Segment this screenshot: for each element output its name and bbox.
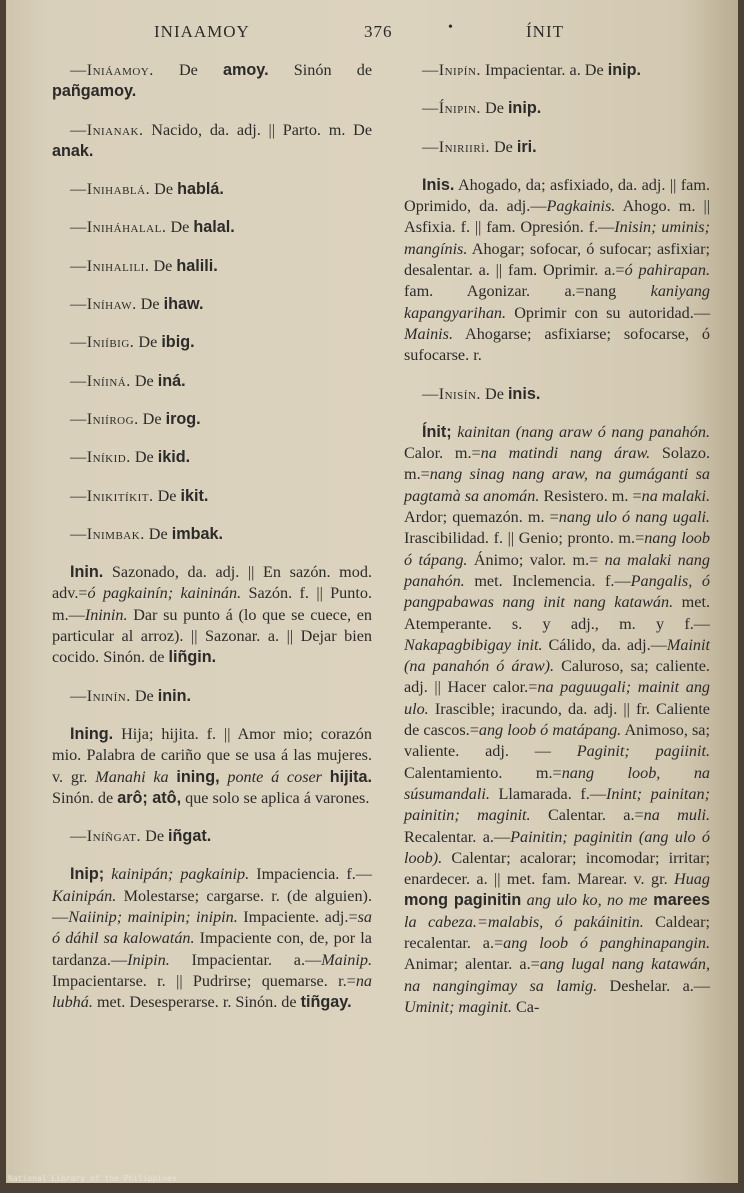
entry-inisin: —Inisín. De inis. — [422, 384, 541, 403]
cross-reference: inip. — [607, 61, 641, 79]
cross-reference: irog. — [165, 409, 201, 428]
header-dot: • — [448, 20, 454, 35]
sub-entry: —Inihalili. De halili. — [70, 256, 218, 275]
cross-reference: liñgin. — [168, 648, 217, 667]
cross-reference: hablá. — [177, 180, 224, 199]
headword: Inin. — [70, 563, 104, 582]
left-column — [52, 60, 372, 1031]
cross-reference: inin. — [157, 686, 192, 705]
running-header — [6, 18, 738, 48]
cross-reference: ihaw. — [163, 295, 204, 314]
headword: Inis. — [422, 175, 455, 194]
headword: Ining. — [70, 724, 114, 743]
cross-reference: halili. — [176, 256, 218, 275]
entry-iningat: —Iníñgat. De iñgat. — [70, 827, 212, 846]
cross-reference: imbak. — [171, 524, 224, 543]
entry-inipin-2: —Ínipin. De inip. — [422, 99, 542, 118]
headword: Inip; — [70, 865, 105, 884]
cross-reference: amoy. — [223, 61, 269, 79]
sub-entry: —Iníhaw. De ihaw. — [70, 295, 204, 314]
left-sub-entries — [52, 60, 372, 545]
cross-reference: halal. — [193, 218, 235, 237]
sub-entry: —Iniháhalal. De halal. — [70, 218, 235, 237]
entry-iniriiri: —Iniriirì. De iri. — [422, 137, 537, 156]
entry-inis: Inis. Ahogado, da; asfixiado, da. adj. || fam. Oprimido, da. adj.—Pagkainis. Ahogo. m. || Asfixia. f. || fam. Opresión. f.—Inisin; uminis; mangínis. Ahogar; sofocar, ó sufocar; asfixiar; desalentar. a. || fam. Oprimir. a.=ó pahirapan. fam. Agonizar. a.=nang kaniyang kapangyarihan. Oprimir con su autoridad.—Mainis. Ahogarse; asfixiarse; sofocarse, ó sufocarse. r. — [404, 175, 711, 365]
page-number: 376 — [364, 22, 393, 41]
sub-entry: —Inimbak. De imbak. — [70, 524, 224, 543]
sub-entry: —Inihablá. De hablá. — [70, 180, 224, 199]
sub-entry: —Inikitíkit. De ikit. — [70, 486, 209, 505]
right-column — [404, 60, 710, 1035]
headword: Ínit; — [422, 422, 452, 441]
entry-ininin: —Ininín. De inin. — [70, 686, 192, 705]
entry-ining: Ining. Hija; hijita. f. || Amor mio; corazón mio. Palabra de cariño que se usa á las mujeres. v. gr. Manahi ka ining, ponte á coser hijita. Sinón. de arô; atô, que solo se aplica á varones. — [52, 724, 373, 807]
cross-reference: tiñgay. — [300, 993, 352, 1012]
entry-inip: Inip; kainipán; pagkainip. Impaciencia. f.—Kainipán. Molestarse; cargarse. r. (de alguien).—Naiinip; mainipin; inipin. Impaciente. adj.=sa ó dáhil sa kalowatán. Impaciente con, de, por la tardanza.—Inipin. Impacientar. a.—Mainip. Impacientarse. r. || Pudrirse; quemarse. r.=na lubhá. met. Desesperarse. r. Sinón. de tiñgay. — [52, 865, 373, 1012]
cross-reference: iñgat. — [168, 827, 212, 846]
sub-entry: —Inianak. Nacido, da. adj. || Parto. m. De anak. — [52, 120, 372, 160]
header-right-word: ÍNIT — [526, 22, 564, 41]
dictionary-page — [6, 0, 738, 1183]
cross-reference: iri. — [516, 137, 537, 156]
cross-reference: ibig. — [161, 333, 195, 352]
header-left-word: INIAAMOY — [154, 22, 250, 41]
cross-reference: inip. — [507, 99, 542, 118]
cross-reference: anak. — [52, 141, 94, 160]
cross-reference: inis. — [507, 384, 541, 403]
cross-reference: iná. — [157, 371, 186, 390]
cross-reference: ikit. — [180, 486, 209, 505]
entry-inipin: —Inipín. Impacientar. a. De inip. — [422, 61, 641, 79]
cross-reference: pañgamoy. — [52, 82, 137, 101]
library-credit: National Library of the Philippines — [8, 1174, 177, 1183]
sub-entry: —Iniíbig. De ibig. — [70, 333, 195, 352]
entry-init: Ínit; kainitan (nang araw ó nang panahón. Calor. m.=na matindi nang áraw. Solazo. m.=nang sinag nang araw, na gumáganti sa pagtamà sa anomán. Resistero. m. =na malaki. Ardor; quemazón. m. =nang ulo ó nang ugali. Irascibilidad. f. || Genio; pronto. m.=nang loob ó tápang. Ánimo; valor. m.= na malaki nang panahón. met. Inclemencia. f.—Pangalis, ó pangpabawas nang init nang katawán. met. Atemperante. s. y adj., m. y f.— Nakapagbibigay init. Cálido, da. adj.—Mainit (na panahón ó áraw). Caluroso, sa; caliente. adj. || Hacer calor.=na paguugali; mainit ang ulo. Irascible; iracundo, da. adj. || fr. Caliente de cascos.=ang loob ó matápang. Animoso, sa; valiente. adj. — Paginit; pagiinit. Calentamiento. m.=nang loob, na súsumandali. Llamarada. f.—Inint; painitan; painitin; maginit. Calentar. a.=na muli. Recalentar. a.—Painitin; paginitin (ang ulo ó loob). Calentar; acalorar; incomodar; irritar; enardecer. a. || met. fam. Marear. v. gr. Huag mong paginitin ang ulo ko, no me marees la cabeza.=malabis, ó pakáinitin. Caldear; recalentar. a.=ang loob ó panghinapangin. Animar; alentar. a.=ang lugal nang katawán, na nangingimay sa lamig. Deshelar. a.—Uminit; maginit. Ca- — [404, 422, 711, 1016]
sub-entry: —Iniáamoy. De amoy. Sinón de pañgamoy. — [52, 61, 373, 101]
sub-entry: —Iníkid. De ikid. — [70, 448, 191, 467]
sub-entry: —Iníiná. De iná. — [70, 371, 186, 390]
cross-reference: ikid. — [157, 448, 191, 467]
entry-inin: Inin. Sazonado, da. adj. || En sazón. mod. adv.=ó pagkainín; kaininán. Sazón. f. || Punto. m.—Ininin. Dar su punto á (lo que se cuece, en particular al arroz). || Sazonar. a. || Dejar bien cocido. Sinón. de liñgin. — [52, 563, 373, 667]
sub-entry: —Iniírog. De irog. — [70, 409, 201, 428]
